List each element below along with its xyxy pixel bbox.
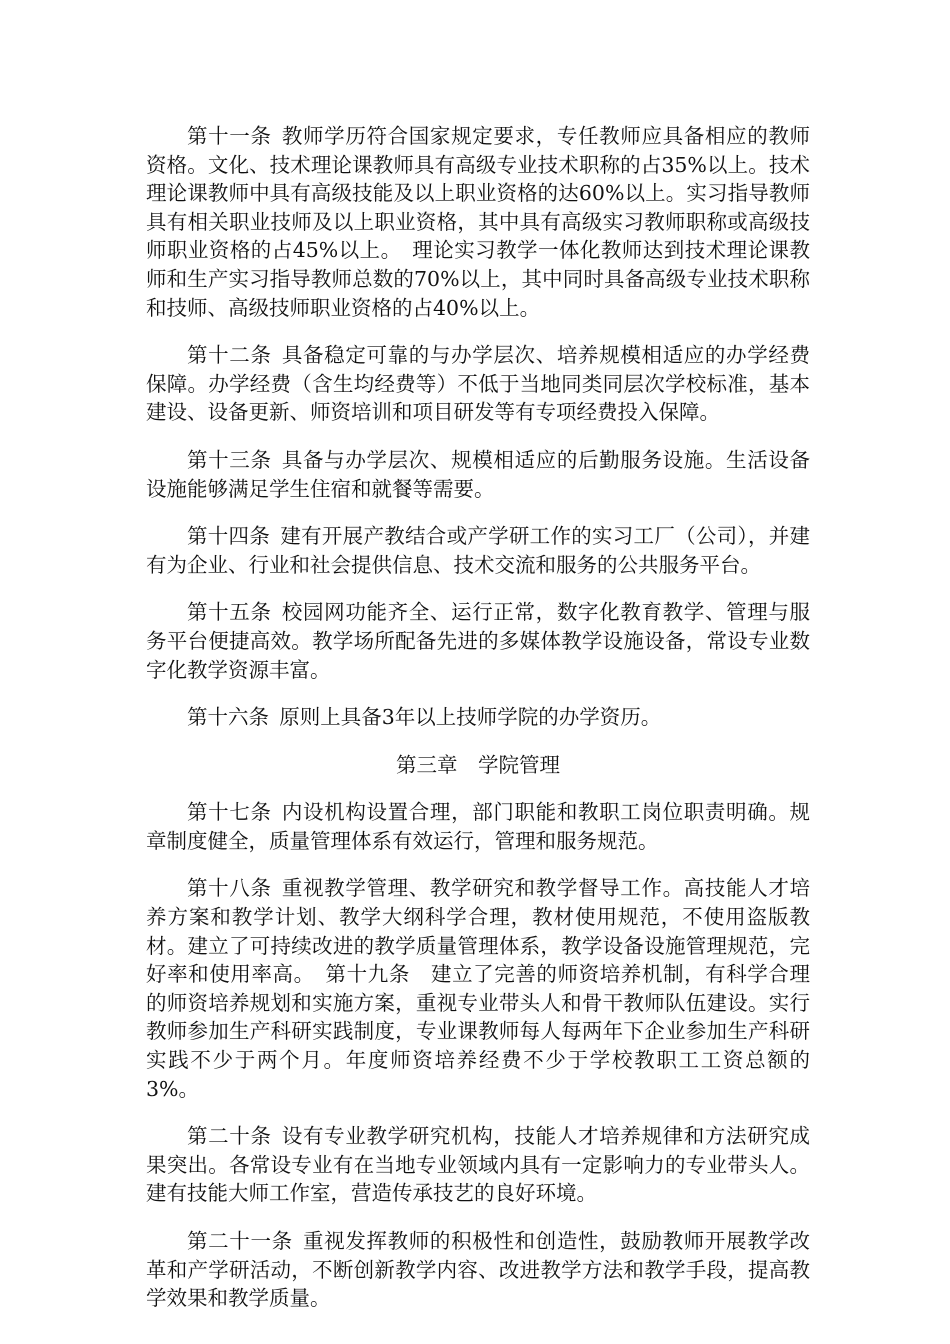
article-text: 具备与办学层次、规模相适应的后勤服务设施。生活设备设施能够满足学生住宿和就餐等需要。	[146, 447, 811, 501]
article-number: 第十二条	[187, 343, 272, 368]
article-number: 第十八条	[187, 876, 272, 901]
article-text: 重视发挥教师的积极性和创造性，鼓励教师开展教学改革和产学研活动，不断创新教学内容、改进教学方法和教学手段，提高教学效果和教学质量。	[146, 1229, 811, 1311]
article-paragraph	[146, 522, 810, 579]
article-text: 原则上具备3年以上技师学院的办学资历。	[279, 705, 662, 730]
article-text: 内设机构设置合理，部门职能和教职工岗位职责明确。规章制度健全，质量管理体系有效运行，管理和服务规范。	[146, 800, 811, 853]
article-text: 校园网功能齐全、运行正常，数字化教育教学、管理与服务平台便捷高效。教学场所配备先进的多媒体教学设施设备，常设专业数字化教学资源丰富。	[146, 600, 811, 682]
article-number: 第十四条	[187, 524, 271, 549]
article-paragraph	[146, 1122, 810, 1208]
article-paragraph	[146, 874, 810, 1103]
article-text: 设有专业教学研究机构，技能人才培养规律和方法研究成果突出。各常设专业有在当地专业领域内具有一定影响力的专业带头人。建有技能大师工作室，营造传承技艺的良好环境。	[146, 1124, 811, 1206]
article-number: 第十三条	[187, 447, 272, 472]
article-text: 建有开展产教结合或产学研工作的实习工厂（公司），并建有为企业、行业和社会提供信息、技术交流和服务的公共服务平台。	[146, 524, 811, 577]
article-text: 教师学历符合国家规定要求，专任教师应具备相应的教师资格。文化、技术理论课教师具有高级专业技术职称的占35%以上。技术理论课教师中具有高级技能及以上职业资格的达60%以上。实习指导教师具有相关职业技师及以上职业资格，其中具有高级实习教师职称或高级技师职业资格的占45%以上。 理论实习教学一体化教师达到技术理论课教师和生产实习指导教师总数的70%以上，其中同时具备高级专业技术职称和技师、高级技师职业资格的占40%以上。	[146, 124, 811, 320]
article-number: 第十七条	[187, 800, 272, 825]
article-paragraph	[146, 1227, 810, 1313]
article-paragraph	[146, 598, 810, 684]
document-body	[146, 122, 810, 1332]
article-paragraph	[146, 798, 810, 855]
article-number: 第二十一条	[187, 1229, 293, 1253]
article-text: 重视教学管理、教学研究和教学督导工作。高技能人才培养方案和教学计划、教学大纲科学合理，教材使用规范，不使用盗版教材。建立了可持续改进的教学质量管理体系，教学设备设施管理规范，完好率和使用率高。 第十九条 建立了完善的师资培养机制，有科学合理的师资培养规划和实施方案，重视专业带头人和骨干教师队伍建设。实行教师参加生产科研实践制度，专业课教师每人每两年下企业参加生产科研实践不少于两个月。年度师资培养经费不少于学校教职工工资总额的3%。	[146, 876, 811, 1101]
article-number: 第十一条	[187, 124, 272, 148]
article-paragraph	[146, 122, 810, 322]
article-paragraph	[146, 446, 810, 503]
article-number: 第十五条	[187, 600, 272, 625]
article-number: 第十六条	[187, 705, 269, 730]
article-number: 第二十条	[187, 1124, 272, 1149]
chapter-heading: 第三章 学院管理	[396, 752, 560, 777]
article-paragraph	[146, 341, 810, 427]
article-text: 具备稳定可靠的与办学层次、培养规模相适应的办学经费保障。办学经费（含生均经费等）不低于当地同类同层次学校标准，基本建设、设备更新、师资培训和项目研发等有专项经费投入保障。	[146, 343, 811, 425]
article-paragraph	[146, 703, 810, 732]
